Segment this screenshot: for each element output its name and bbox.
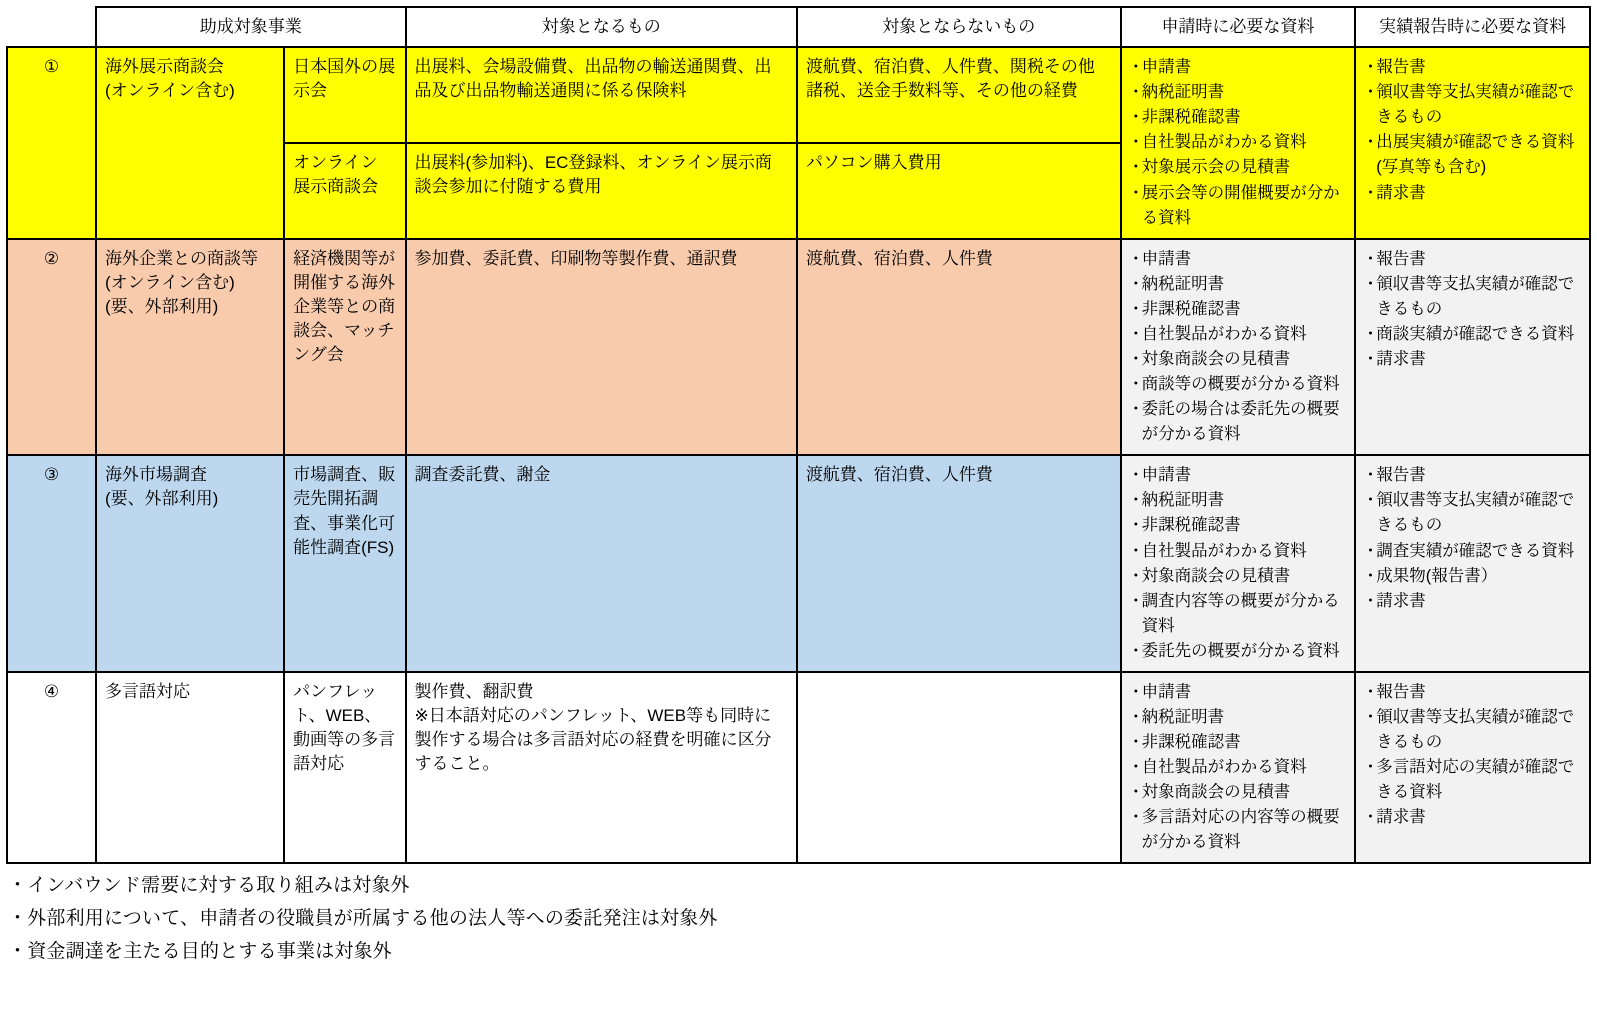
document-item: ・ 報告書 <box>1364 463 1581 488</box>
document-item: ・ 自社製品がわかる資料 <box>1130 130 1347 155</box>
document-item: ・ 納税証明書 <box>1130 705 1347 730</box>
header-not-eligible: 対象とならないもの <box>797 7 1121 47</box>
row-subcategory: パンフレット、WEB、動画等の多言語対応 <box>284 672 405 864</box>
row-docs-report <box>1355 455 1590 672</box>
subsidy-eligibility-table <box>6 6 1591 864</box>
row-docs-application <box>1121 455 1356 672</box>
row-eligible: 出展料(参加料)、EC登録料、オンライン展示商談会参加に付随する費用 <box>406 143 797 239</box>
header-program: 助成対象事業 <box>96 7 406 47</box>
document-item: ・ 調査実績が確認できる資料 <box>1364 539 1581 564</box>
row-subcategory: 市場調査、販売先開拓調査、事業化可能性調査(FS) <box>284 455 405 672</box>
row-subcategory: 日本国外の展示会 <box>284 47 405 143</box>
document-item: ・ 領収書等支払実績が確認できるもの <box>1364 272 1581 322</box>
document-item: ・ 請求書 <box>1364 181 1581 206</box>
row-number: ④ <box>7 672 96 864</box>
row-docs-application <box>1121 47 1356 239</box>
row-docs-report <box>1355 239 1590 456</box>
document-item: ・ 展示会等の開催概要が分かる資料 <box>1130 181 1347 231</box>
document-item: ・ 対象商談会の見積書 <box>1130 347 1347 372</box>
docs-application-list <box>1130 247 1347 448</box>
table-body <box>7 47 1590 863</box>
document-item: ・ 非課税確認書 <box>1130 513 1347 538</box>
row-number: ② <box>7 239 96 456</box>
row-number: ① <box>7 47 96 239</box>
docs-application-list <box>1130 680 1347 856</box>
row-eligible: 製作費、翻訳費 ※日本語対応のパンフレット、WEB等も同時に製作する場合は多言語対応の経費を明確に区分すること。 <box>406 672 797 864</box>
document-item: ・ 調査内容等の概要が分かる資料 <box>1130 589 1347 639</box>
docs-report-list <box>1364 463 1581 613</box>
row-eligible: 出展料、会場設備費、出品物の輸送通関費、出品及び出品物輸送通関に係る保険料 <box>406 47 797 143</box>
row-program: 海外展示商談会 (オンライン含む) <box>96 47 284 239</box>
header-row <box>7 7 1590 47</box>
row-not-eligible: 渡航費、宿泊費、人件費 <box>797 455 1121 672</box>
document-item: ・ 請求書 <box>1364 589 1581 614</box>
docs-application-list <box>1130 55 1347 231</box>
document-item: ・ 非課税確認書 <box>1130 730 1347 755</box>
footnote-line: ・資金調達を主たる目的とする事業は対象外 <box>8 940 393 962</box>
document-item: ・ 請求書 <box>1364 347 1581 372</box>
document-item: ・ 非課税確認書 <box>1130 297 1347 322</box>
document-item: ・ 多言語対応の実績が確認できる資料 <box>1364 755 1581 805</box>
document-item: ・ 対象商談会の見積書 <box>1130 564 1347 589</box>
document-item: ・ 納税証明書 <box>1130 488 1347 513</box>
document-item: ・ 商談実績が確認できる資料 <box>1364 322 1581 347</box>
document-item: ・ 委託の場合は委託先の概要が分かる資料 <box>1130 397 1347 447</box>
document-item: ・ 申請書 <box>1130 463 1347 488</box>
header-blank <box>7 7 96 47</box>
row-not-eligible: 渡航費、宿泊費、人件費、関税その他諸税、送金手数料等、その他の経費 <box>797 47 1121 143</box>
document-item: ・ 申請書 <box>1130 680 1347 705</box>
document-item: ・ 成果物(報告書） <box>1364 564 1581 589</box>
header-docs-report: 実績報告時に必要な資料 <box>1355 7 1590 47</box>
document-item: ・ 報告書 <box>1364 55 1581 80</box>
docs-report-list <box>1364 247 1581 372</box>
footnotes <box>6 870 1591 968</box>
docs-report-list <box>1364 55 1581 205</box>
document-item: ・ 自社製品がわかる資料 <box>1130 755 1347 780</box>
row-program: 多言語対応 <box>96 672 284 864</box>
document-item: ・ 自社製品がわかる資料 <box>1130 322 1347 347</box>
header-eligible: 対象となるもの <box>406 7 797 47</box>
document-item: ・ 請求書 <box>1364 805 1581 830</box>
row-not-eligible: パソコン購入費用 <box>797 143 1121 239</box>
document-item: ・ 納税証明書 <box>1130 272 1347 297</box>
document-item: ・ 出展実績が確認できる資料(写真等も含む) <box>1364 130 1581 180</box>
row-subcategory: オンライン 展示商談会 <box>284 143 405 239</box>
document-item: ・ 多言語対応の内容等の概要が分かる資料 <box>1130 805 1347 855</box>
document-item: ・ 自社製品がわかる資料 <box>1130 539 1347 564</box>
table-row <box>7 455 1590 672</box>
table-header <box>7 7 1590 47</box>
row-not-eligible: 渡航費、宿泊費、人件費 <box>797 239 1121 456</box>
docs-report-list <box>1364 680 1581 830</box>
document-item: ・ 申請書 <box>1130 247 1347 272</box>
row-program: 海外市場調査 (要、外部利用) <box>96 455 284 672</box>
row-program: 海外企業との商談等 (オンライン含む) (要、外部利用) <box>96 239 284 456</box>
footnote-line: ・インバウンド需要に対する取り組みは対象外 <box>8 875 410 897</box>
header-docs-application: 申請時に必要な資料 <box>1121 7 1356 47</box>
row-not-eligible <box>797 672 1121 864</box>
row-docs-application <box>1121 672 1356 864</box>
table-row <box>7 239 1590 456</box>
document-item: ・ 対象展示会の見積書 <box>1130 155 1347 180</box>
document-item: ・ 報告書 <box>1364 247 1581 272</box>
row-eligible: 参加費、委託費、印刷物等製作費、通訳費 <box>406 239 797 456</box>
row-eligible: 調査委託費、謝金 <box>406 455 797 672</box>
document-item: ・ 納税証明書 <box>1130 80 1347 105</box>
row-subcategory: 経済機関等が開催する海外企業等との商談会、マッチング会 <box>284 239 405 456</box>
document-item: ・ 領収書等支払実績が確認できるもの <box>1364 488 1581 538</box>
document-item: ・ 商談等の概要が分かる資料 <box>1130 372 1347 397</box>
row-number: ③ <box>7 455 96 672</box>
table-row <box>7 672 1590 864</box>
row-docs-report <box>1355 672 1590 864</box>
document-item: ・ 領収書等支払実績が確認できるもの <box>1364 705 1581 755</box>
footnote-line: ・外部利用について、申請者の役職員が所属する他の法人等への委託発注は対象外 <box>8 908 718 930</box>
document-item: ・ 非課税確認書 <box>1130 105 1347 130</box>
row-docs-report <box>1355 47 1590 239</box>
document-item: ・ 領収書等支払実績が確認できるもの <box>1364 80 1581 130</box>
table-row <box>7 47 1590 143</box>
document-item: ・ 対象商談会の見積書 <box>1130 780 1347 805</box>
row-docs-application <box>1121 239 1356 456</box>
docs-application-list <box>1130 463 1347 664</box>
document-item: ・ 申請書 <box>1130 55 1347 80</box>
document-item: ・ 報告書 <box>1364 680 1581 705</box>
document-item: ・ 委託先の概要が分かる資料 <box>1130 639 1347 664</box>
